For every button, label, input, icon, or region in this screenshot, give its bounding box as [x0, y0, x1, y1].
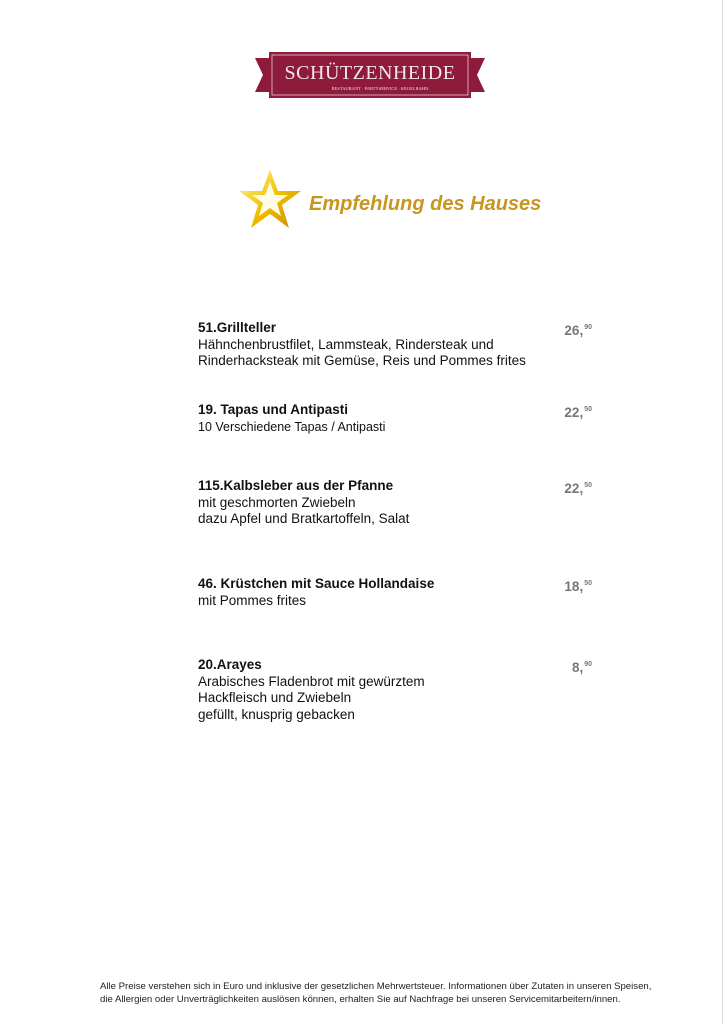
- item-description: Hähnchenbrustfilet, Lammsteak, Rindersteak und Rinderhacksteak mit Gemüse, Reis und Pommes frites: [198, 336, 526, 368]
- svg-text:SCHÜTZENHEIDE: SCHÜTZENHEIDE: [284, 62, 456, 84]
- item-price: 26,90: [564, 323, 592, 338]
- item-price: 8,90: [571, 660, 592, 675]
- item-title: 19. Tapas und Antipasti: [198, 402, 349, 417]
- restaurant-logo: [255, 50, 485, 100]
- item-title: 20.Arayes: [198, 657, 262, 672]
- menu-item: [198, 478, 594, 528]
- item-title: 51.Grillteller: [198, 320, 277, 335]
- menu-item: [198, 657, 594, 723]
- item-price: 22,50: [564, 481, 592, 496]
- heading-title: Empfehlung des Hauses: [309, 193, 542, 215]
- star-icon: [237, 168, 303, 237]
- svg-text:RESTAURANT · PARTYSERVICE · KE: RESTAURANT · PARTYSERVICE · KEGELBAHN: [331, 86, 429, 91]
- item-description: Arabisches Fladenbrot mit gewürztem Hackfleisch und Zwiebeln gefüllt, knusprig gebacken: [198, 673, 425, 722]
- item-description: 10 Verschiedene Tapas / Antipasti: [198, 419, 386, 434]
- price-disclaimer: Alle Preise verstehen sich in Euro und inklusive der gesetzlichen Mehrwertsteuer. Informationen über Zutaten in unseren Speisen, die Allergien oder Unverträglichkeiten auslösen können, erhalten Sie auf Nachfrage bei unseren Servicemitarbeitern/innen.: [100, 981, 652, 1005]
- menu-item: [198, 576, 594, 609]
- item-title: 46. Krüstchen mit Sauce Hollandaise: [198, 576, 435, 591]
- item-price: 22,50: [564, 405, 592, 420]
- item-price: 18,50: [564, 579, 592, 594]
- menu-item: [198, 320, 594, 370]
- item-description: mit geschmorten Zwiebeln dazu Apfel und Bratkartoffeln, Salat: [198, 494, 410, 526]
- page-edge: [722, 0, 723, 1024]
- item-title: 115.Kalbsleber aus der Pfanne: [198, 478, 394, 493]
- section-heading: [237, 168, 541, 237]
- menu-item: [198, 402, 594, 435]
- item-description: mit Pommes frites: [198, 592, 307, 608]
